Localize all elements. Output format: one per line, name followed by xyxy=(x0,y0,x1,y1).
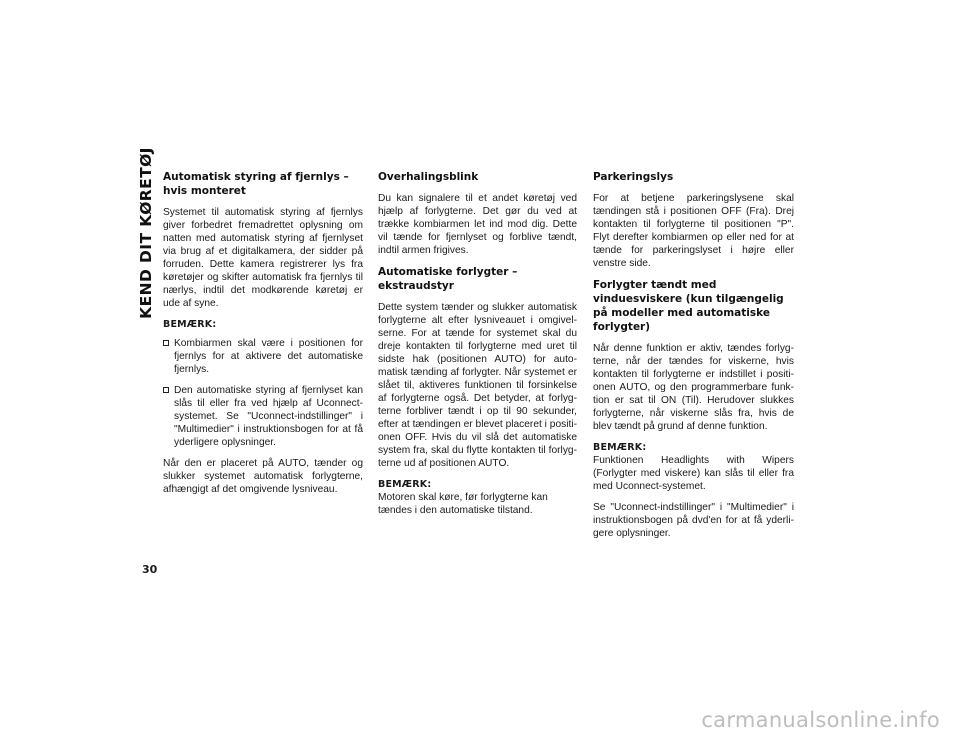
heading-flash-to-pass: Overhalingsblink xyxy=(378,171,479,183)
note-bullet-item xyxy=(163,384,363,449)
note-text: Motoren skal køre, før forlygterne kan tændes i den automatiske tilstand. xyxy=(378,492,548,516)
section-side-tab xyxy=(136,147,156,319)
note-label: BEMÆRK: xyxy=(378,479,432,490)
heading-parking-lights: Parkeringslys xyxy=(593,171,674,183)
note-bullet-list xyxy=(163,337,363,449)
heading-headlights-with-wipers: Forlygter tændt med vinduesviskere (kun tilgængelig på modeller med automatiske forlygter) xyxy=(593,279,784,333)
column-3 xyxy=(593,170,794,548)
heading-automatic-headlights: Automatiske forlygter – ekstraudstyr xyxy=(378,266,518,292)
paragraph-flash-to-pass: Du kan signalere til et andet køretøj ved hjælp af forlygterne. Det gør du ved at trække kombiarmen let ind mod dig. Dette vil tænde for fjernlyset og forblive tændt, indtil armen frigives. xyxy=(378,193,577,256)
note-bullet-text: Kombiarmen skal være i positionen for fjernlys for at aktivere det automatiske fjernlys. xyxy=(174,338,363,375)
watermark-logo: carmanualsonline.info xyxy=(701,708,940,732)
paragraph-parking-lights: For at betjene parkeringslysene skal tændingen stå i positionen OFF (Fra). Drej kontakten til forlygterne til positionen "P". Flyt derefter kombiarmen op eller ned for at tænde for parkeringslyset i højre eller venstre side. xyxy=(593,193,794,269)
paragraph-auto-position: Når den er placeret på AUTO, tænder og slukker systemet automatisk forlygterne, afhængigt af det omgivende lysniveau. xyxy=(163,458,363,495)
paragraph-uconnect-reference: Se "Uconnect-indstillinger" i "Multimedier" i instruktionsbogen på dvd'en for at få yderligere oplysninger. xyxy=(593,502,794,539)
column-1 xyxy=(163,170,363,504)
note-text: Funktionen Headlights with Wipers (Forlygter med viskere) kan slås til eller fra med Uconnect-systemet. xyxy=(593,455,794,492)
note-bullet-text: Den automatiske styring af fjernlyset kan slås til eller fra ved hjælp af Uconnect-systemet. Se "Uconnect-indstillinger" i "Multimedier" i instruktionsbogen for at få yderligere oplysninger. xyxy=(174,385,363,448)
note-label: BEMÆRK: xyxy=(593,442,647,453)
column-2 xyxy=(378,170,577,525)
paragraph-headlights-with-wipers: Når denne funktion er aktiv, tændes forlygterne, når der tændes for viskerne, hvis kontakten til forlygterne er indstillet i positionen AUTO, og den programmerbare funktion er sat til ON (Til). Herudover slukkes forlygterne, når viskerne slås fra, hvis de blev tændt på grund af denne funktion. xyxy=(593,343,794,432)
note-bullet-item xyxy=(163,337,363,376)
page-number: 30 xyxy=(142,563,158,576)
note-label: BEMÆRK: xyxy=(163,319,217,330)
checkbox-bullet-icon xyxy=(163,387,169,393)
paragraph-auto-high-beam: Systemet til automatisk styring af fjernlys giver forbedret fremadrettet oplysning om natten med automatisk styring af fjernlyset via brug af et digitalkamera, der sidder på forruden. Dette kamera registrerer lys fra køretøjer og skifter automatisk fra fjernlys til nærlys, indtil det modkørende køretøj er ude af syne. xyxy=(163,207,363,309)
heading-auto-high-beam: Automatisk styring af fjernlys – hvis monteret xyxy=(163,171,349,197)
checkbox-bullet-icon xyxy=(163,340,169,346)
paragraph-automatic-headlights: Dette system tænder og slukker automatisk forlygterne alt efter lysniveauet i omgivelserne. For at tænde for systemet skal du dreje kontakten til forlygterne med uret til sidste hak (positionen AUTO) for automatisk tænding af forlygter. Når systemet er slået til, aktiveres funktionen til forsinkelse af forlygterne også. Det betyder, at forlygterne forbliver tændt i op til 90 sekunder, efter at tændingen er blevet placeret i positionen OFF. Hvis du vil slå det automatiske system fra, skal du flytte kontakten til forlygterne ud af positionen AUTO. xyxy=(378,302,577,469)
section-side-tab-label: KEND DIT KØRETØJ xyxy=(137,147,155,319)
